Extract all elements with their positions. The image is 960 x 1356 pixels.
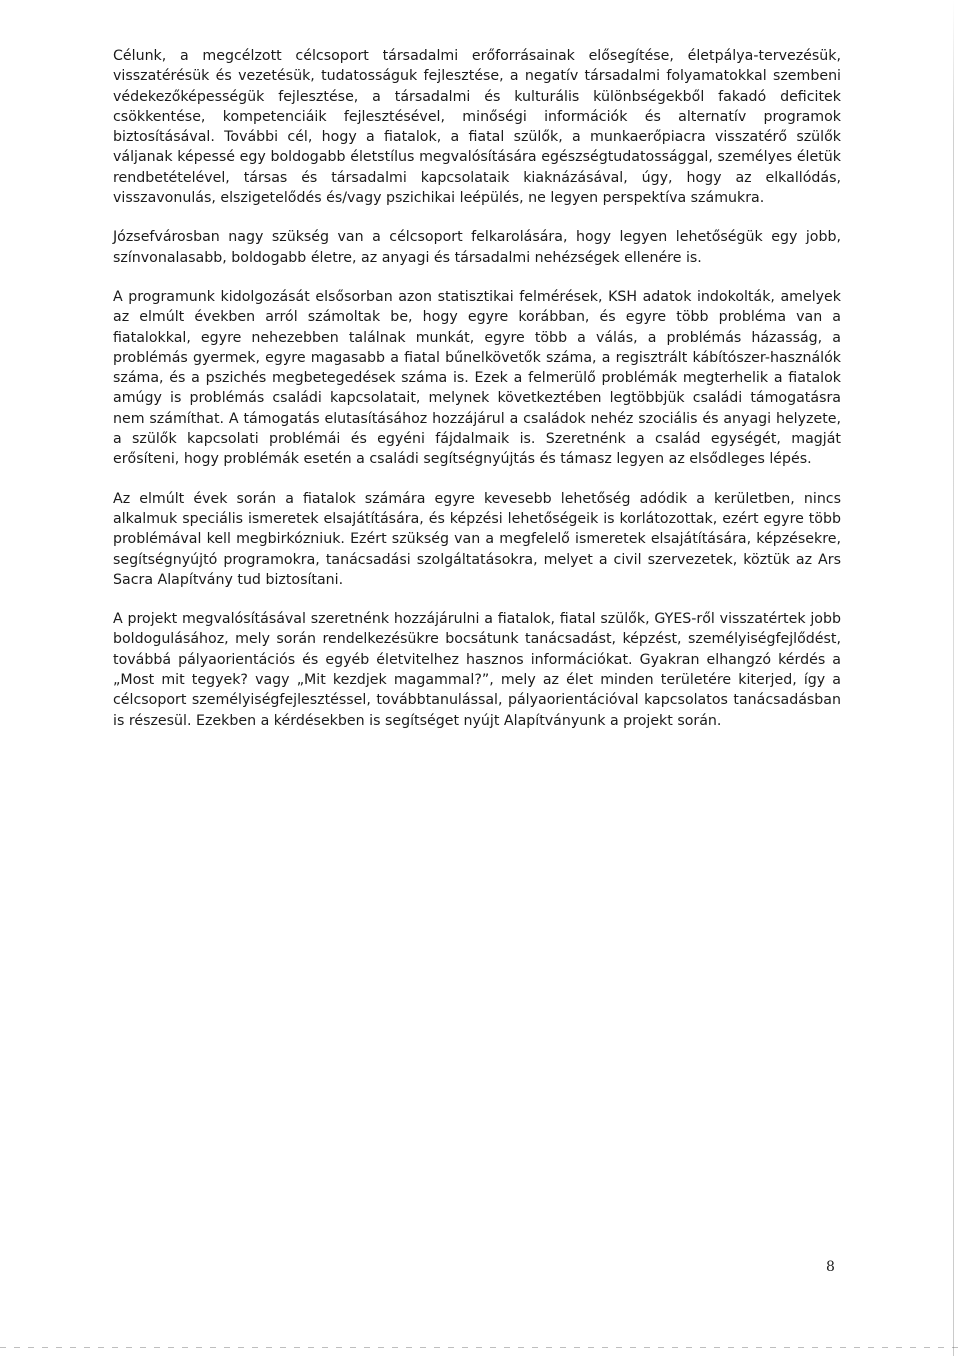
paragraph-opportunities: Az elmúlt évek során a fiatalok számára egyre kevesebb lehetőség adódik a kerületben, nincs alkalmuk speciális ismeretek elsajátítására, és képzési lehetőségeik is korlátozottak, ezért egyre több problémával kell megbirkózniuk. Ezért szükség van a megfelelő ismeretek elsajátítására, képzésekre, segítségnyújtó programokra, tanácsadási szolgáltatásokra, melyet a civil szervezetek, köztük az Ars Sacra Alapítvány tud biztosítani. [113, 490, 841, 588]
paragraph-project: A projekt megvalósításával szeretnénk hozzájárulni a fiatalok, fiatal szülők, GYES-ről visszatértek jobb boldogulásához, mely során rendelkezésükre bocsátunk tanácsadást, képzést, személyiségfejlődést, továbbá pályaorientációs és egyéb életvitelhez hasznos információkat. Gyakran elhangzó kérdés a „Most mit tegyek? vagy „Mit kezdjek magammal?”, mely az élet minden területére kiterjed, így a célcsoport személyiségfejlesztéssel, továbbtanulással, pályaorientációval kapcsolatos tanácsadásban is részesül. Ezekben a kérdésekben is segítséget nyújt Alapítványunk a projekt során. [113, 611, 841, 729]
body-text [113, 46, 841, 750]
paragraph-statistics: A programunk kidolgozását elsősorban azon statisztikai felmérések, KSH adatok indokolták, amelyek az elmúlt években arról számoltak be, hogy egyre korábban, és egyre több probléma van a fiatalokkal, egyre nehezebben találnak munkát, egyre több a válás, a problémás házasság, a problémás gyermek, egyre magasabb a fiatal bűnelkövetők száma, a regisztrált kábítószer-használók száma, és a pszichés megbetegedések száma is. Ezek a felmerülő problémák megterhelik a fiatalok amúgy is problémás családi kapcsolatait, melynek következtében legtöbbjük családi támogatásra nem számíthat. A támogatás elutasításához hozzájárul a családok nehéz szociális és anyagi helyzete, a szülők kapcsolati problémái és egyéni fájdalmaik is. Szeretnénk a család egységét, magját erősíteni, hogy problémák esetén a családi segítségnyújtás és támasz legyen az elsődleges lépés. [113, 288, 841, 468]
scan-edge-bottom [0, 1347, 960, 1348]
paragraph-jozsefvaros: Józsefvárosban nagy szükség van a célcsoport felkarolására, hogy legyen lehetőségük egy jobb, színvonalasabb, boldogabb életre, az anyagi és társadalmi nehézségek ellenére is. [113, 229, 841, 266]
page-number: 8 [826, 1259, 835, 1275]
scan-edge-right [953, 0, 954, 1356]
paragraph-goals: Célunk, a megcélzott célcsoport társadalmi erőforrásainak elősegítése, életpálya-tervezésük, visszatérésük és vezetésük, tudatosságuk fejlesztése, a negatív társadalmi folyamatokkal szembeni védekezőképességük fejlesztése, a társadalmi és kulturális különbségekből fakadó deficitek csökkentése, kompetenciáik fejlesztésével, minőségi információk és alternatív programok biztosításával. További cél, hogy a fiatalok, a fiatal szülők, a munkaerőpiacra visszatérő szülők váljanak képessé egy boldogabb életstílus megvalósítására egészségtudatossággal, személyes életük rendbetételével, társas és társadalmi kapcsolataik kiaknázásával, úgy, hogy az elkallódás, visszavonulás, elszigetelődés és/vagy pszichikai leépülés, ne legyen perspektíva számukra. [113, 48, 841, 207]
